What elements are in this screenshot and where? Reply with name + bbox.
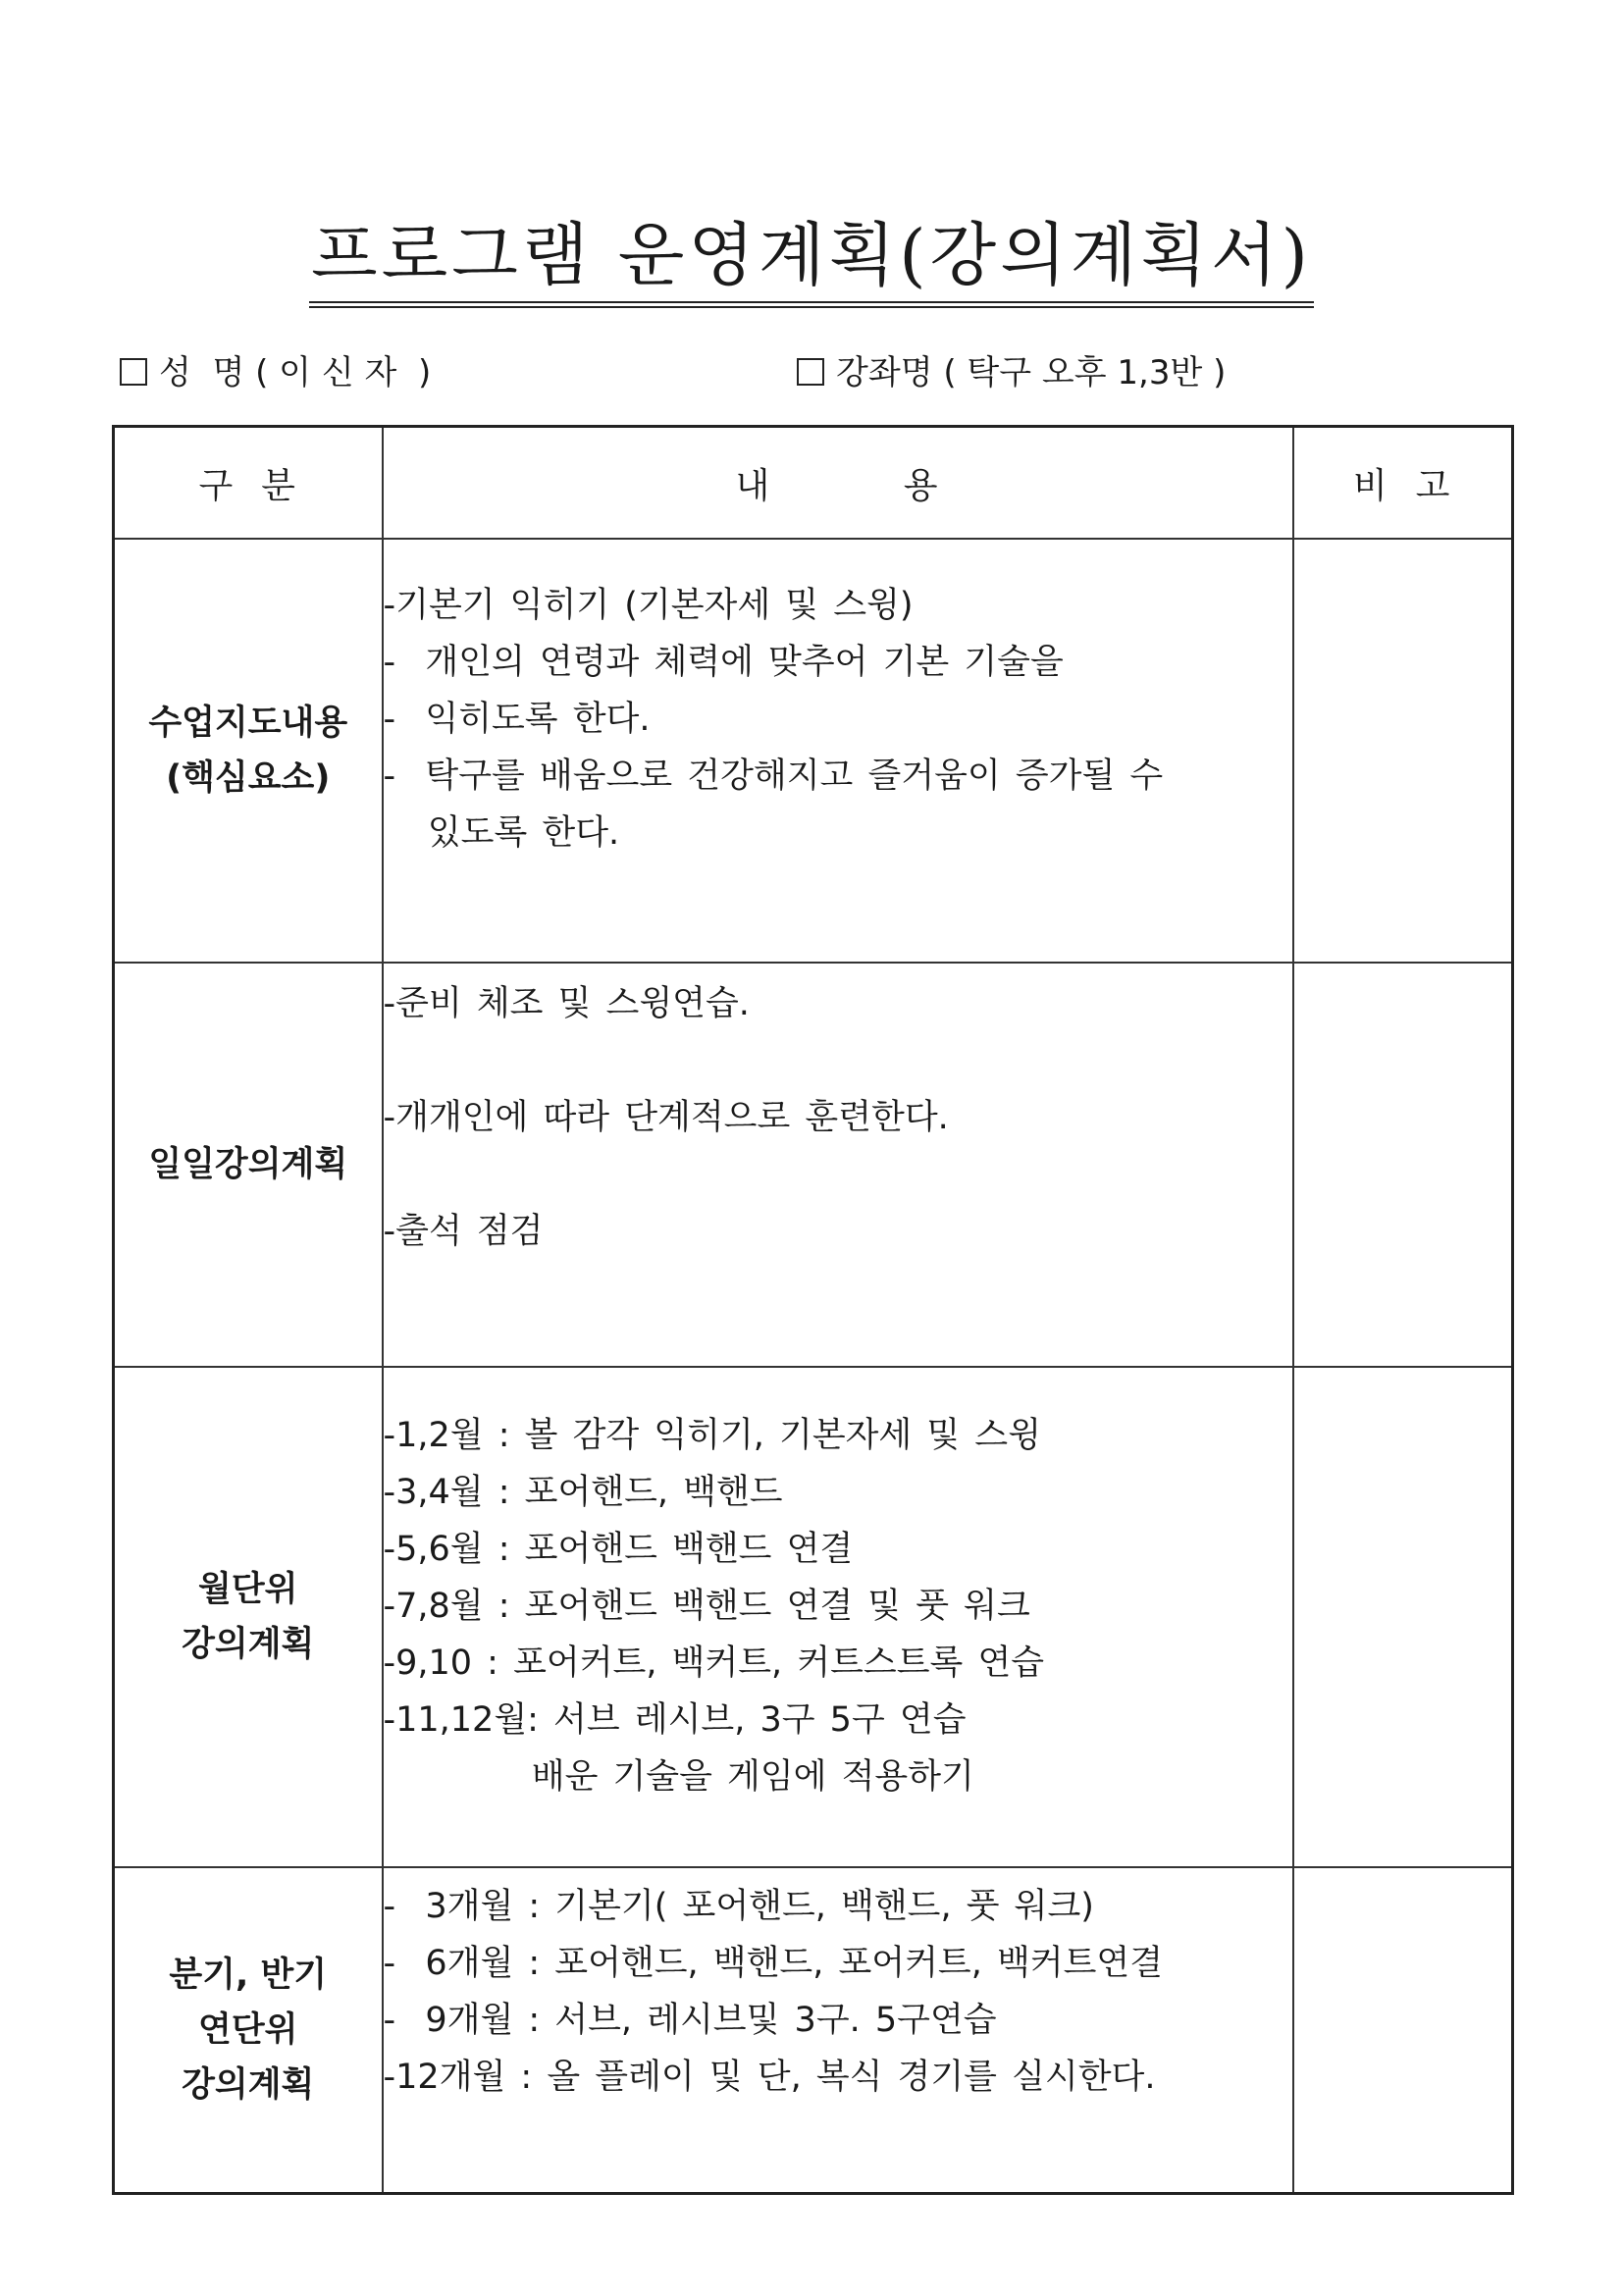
table-row — [114, 539, 1513, 963]
row-label: 일일강의계획 — [114, 963, 383, 1367]
row-label: 수업지도내용 (핵심요소) — [114, 539, 383, 963]
table-row — [114, 1867, 1513, 2193]
row-content: -기본기 익히기 (기본자세 및 스윙) - 개인의 연령과 체력에 맞추어 기본 기술을 - 익히도록 한다. - 탁구를 배움으로 건강해지고 즐거움이 증가될 수 있도록 한다. — [383, 539, 1293, 963]
table-row — [114, 963, 1513, 1367]
row-content: -준비 체조 및 스윙연습. -개개인에 따라 단계적으로 훈련한다. -출석 점검 — [383, 963, 1293, 1367]
row-remarks — [1293, 963, 1513, 1367]
row-label: 월단위 강의계획 — [114, 1367, 383, 1867]
document-title-wrap — [0, 215, 1623, 308]
instructor-name: 성 명 ( 이 신 자 ) — [159, 353, 432, 392]
table-row — [114, 1367, 1513, 1867]
instructor-name-line — [120, 345, 431, 393]
row-content: - 3개월 : 기본기( 포어핸드, 백핸드, 풋 워크) - 6개월 : 포어핸드, 백핸드, 포어커트, 백커트연결 - 9개월 : 서브, 레시브및 3구. 5구연습 -12개월 : 올 플레이 및 단, 복식 경기를 실시한다. — [383, 1867, 1293, 2193]
document-title: 프로그램 운영계획(강의계획서) — [309, 218, 1314, 308]
header-content: 내 용 — [383, 427, 1293, 540]
row-remarks — [1293, 1367, 1513, 1867]
row-remarks — [1293, 1867, 1513, 2193]
table-header-row — [114, 427, 1513, 540]
checkbox-icon — [120, 358, 147, 386]
header-category: 구 분 — [114, 427, 383, 540]
row-content: -1,2월 : 볼 감각 익히기, 기본자세 및 스윙 -3,4월 : 포어핸드, 백핸드 -5,6월 : 포어핸드 백핸드 연결 -7,8월 : 포어핸드 백핸드 연결 및 풋 워크 -9,10 : 포어커트, 백커트, 커트스트록 연습 -11,12월: 서브 레시브, 3구 5구 연습 배운 기술을 게임에 적용하기 — [383, 1367, 1293, 1867]
checkbox-icon — [797, 358, 824, 386]
row-remarks — [1293, 539, 1513, 963]
row-label: 분기, 반기 연단위 강의계획 — [114, 1867, 383, 2193]
lecture-plan-table — [112, 425, 1514, 2195]
course-name-line — [797, 345, 1226, 393]
course-name: 강좌명 ( 탁구 오후 1,3반 ) — [836, 353, 1227, 392]
header-remarks: 비 고 — [1293, 427, 1513, 540]
